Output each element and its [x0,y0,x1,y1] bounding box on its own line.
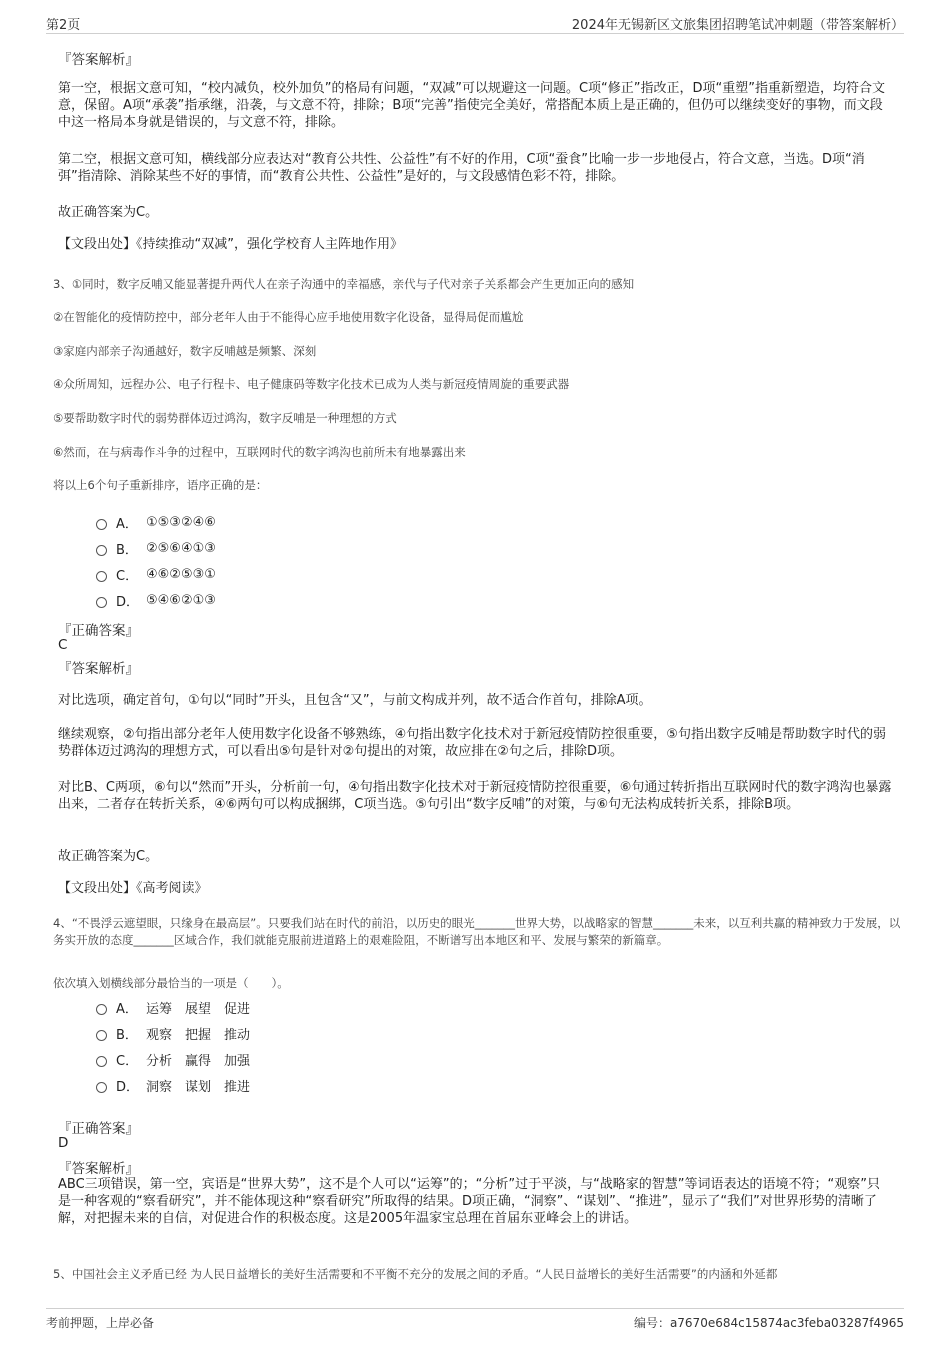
q3-correct-value: C [58,637,68,653]
q3-option-a[interactable]: A． ①⑤③②④⑥ [96,513,216,532]
page-number: 第2页 [46,18,81,33]
q2-analysis-label: 『答案解析』 [58,52,139,68]
q3-correct-label: 『正确答案』 [58,623,139,639]
q4-prompt: 依次填入划横线部分最恰当的一项是（ ）。 [53,976,289,990]
q4-option-d[interactable]: D． 洞察 谋划 推进 [96,1076,250,1095]
q3-sentence-3: ③家庭内部亲子沟通越好，数字反哺越是频繁、深刻 [53,344,317,358]
q3-sentence-1: 3、①同时，数字反哺又能显著提升两代人在亲子沟通中的幸福感，亲代与子代对亲子关系都会产生更加正向的感知 [53,277,635,291]
q3-sentence-6: ⑥然而，在与病毒作斗争的过程中，互联网时代的数字鸿沟也前所未有地暴露出来 [53,445,466,459]
q3-sentence-5: ⑤要帮助数字时代的弱势群体迈过鸿沟，数字反哺是一种理想的方式 [53,411,397,425]
radio-icon[interactable] [96,519,107,530]
q3-conclusion: 故正确答案为C。 [58,849,159,864]
q3-analysis-label: 『答案解析』 [58,661,139,677]
radio-icon[interactable] [96,1082,107,1093]
q2-analysis-para2: 第二空，根据文意可知，横线部分应表达对“教育公共性、公益性”有不好的作用，C项“蚕食”比喻一步一步地侵占，符合文意，当选。D项“消弭”指清除、消除某些不好的事情，而“教育公共性、公益性”是好的，与文段感情色彩不符，排除。 [58,152,865,184]
q3-analysis-para1: 对比选项，确定首句，①句以“同时”开头，且包含“又”，与前文构成并列，故不适合作首句，排除A项。 [58,693,652,708]
q3-option-b[interactable]: B． ②⑤⑥④①③ [96,539,216,558]
q2-conclusion: 故正确答案为C。 [58,205,159,220]
q3-sentence-4: ④众所周知，远程办公、电子行程卡、电子健康码等数字化技术已成为人类与新冠疫情周旋的重要武器 [53,377,570,391]
q3-option-c[interactable]: C． ④⑥②⑤③① [96,565,216,584]
q4-option-c[interactable]: C． 分析 赢得 加强 [96,1050,250,1069]
radio-icon[interactable] [96,545,107,556]
header-divider [46,33,904,34]
q3-prompt: 将以上6个句子重新排序，语序正确的是： [53,478,268,492]
q2-source: 【文段出处】《持续推动“双减”，强化学校育人主阵地作用》 [58,237,403,252]
q4-correct-value: D [58,1135,69,1151]
footer-slogan: 考前押题，上岸必备 [46,1316,155,1330]
q4-option-b[interactable]: B． 观察 把握 推动 [96,1024,250,1043]
radio-icon[interactable] [96,1030,107,1041]
q3-source: 【文段出处】《高考阅读》 [58,881,208,896]
q5-stem: 5、中国社会主义矛盾已经 为人民日益增长的美好生活需要和不平衡不充分的发展之间的矛盾。“人民日益增长的美好生活需要”的内涵和外延都 [53,1267,778,1281]
q2-analysis-para1: 第一空，根据文意可知，“校内减负，校外加负”的格局有问题，“双减”可以规避这一问题。C项“修正”指改正，D项“重塑”指重新塑造，均符合文意，保留。A项“承袭”指承继，沿袭，与文意不符，排除；B项“完善”指使完全美好，常搭配本质上是正确的，但仍可以继续变好的事物，而文段中这一格局本身就是错误的，与文意不符，排除。 [58,81,885,130]
radio-icon[interactable] [96,597,107,608]
radio-icon[interactable] [96,1004,107,1015]
radio-icon[interactable] [96,571,107,582]
document-id: 编号：a7670e684c15874ac3feba03287f4965 [633,1316,904,1330]
q3-option-d[interactable]: D． ⑤④⑥②①③ [96,591,216,610]
q3-sentence-2: ②在智能化的疫情防控中，部分老年人由于不能得心应手地使用数字化设备，显得局促而尴尬 [53,310,524,324]
document-title: 2024年无锡新区文旅集团招聘笔试冲刺题（带答案解析） [571,18,904,33]
q4-analysis-label: 『答案解析』 [58,1161,139,1177]
radio-icon[interactable] [96,1056,107,1067]
q4-option-a[interactable]: A． 运筹 展望 促进 [96,998,250,1017]
q4-stem: 4、“不畏浮云遮望眼，只缘身在最高层”。只要我们站在时代的前沿，以历史的眼光_______世界大势，以战略家的智慧_______未来，以互利共赢的精神致力于发展，以务实开放的态度_______区域合作，我们就能克服前进道路上的艰难险阻，不断谱写出本地区和平、发展与繁荣的新篇章。 [53,916,901,947]
q4-analysis-text: ABC三项错误，第一空，宾语是“世界大势”，这不是个人可以“运筹”的；“分析”过于平淡，与“战略家的智慧”等词语表达的语境不符；“观察”只是一种客观的“察看研究”，并不能体现这种“察看研究”所取得的结果。D项正确，“洞察”、“谋划”、“推进”，显示了“我们”对世界形势的清晰了解，对把握未来的自信，对促进合作的积极态度。这是2005年温家宝总理在首届东亚峰会上的讲话。 [58,1177,881,1226]
q4-correct-label: 『正确答案』 [58,1121,139,1137]
q3-analysis-para3: 对比B、C两项，⑥句以“然而”开头，分析前一句，④句指出数字化技术对于新冠疫情防控很重要，⑥句通过转折指出互联网时代的数字鸿沟也暴露出来，二者存在转折关系，④⑥两句可以构成捆绑，C项当选。⑤句引出“数字反哺”的对策，与⑥句无法构成转折关系，排除B项。 [58,780,892,812]
q3-analysis-para2: 继续观察，②句指出部分老年人使用数字化设备不够熟练，④句指出数字化技术对于新冠疫情防控很重要，⑤句指出数字反哺是帮助数字时代的弱势群体迈过鸿沟的理想方式，可以看出⑤句是针对②句提出的对策，故应排在②句之后，排除D项。 [58,727,886,759]
footer-divider [46,1308,904,1309]
